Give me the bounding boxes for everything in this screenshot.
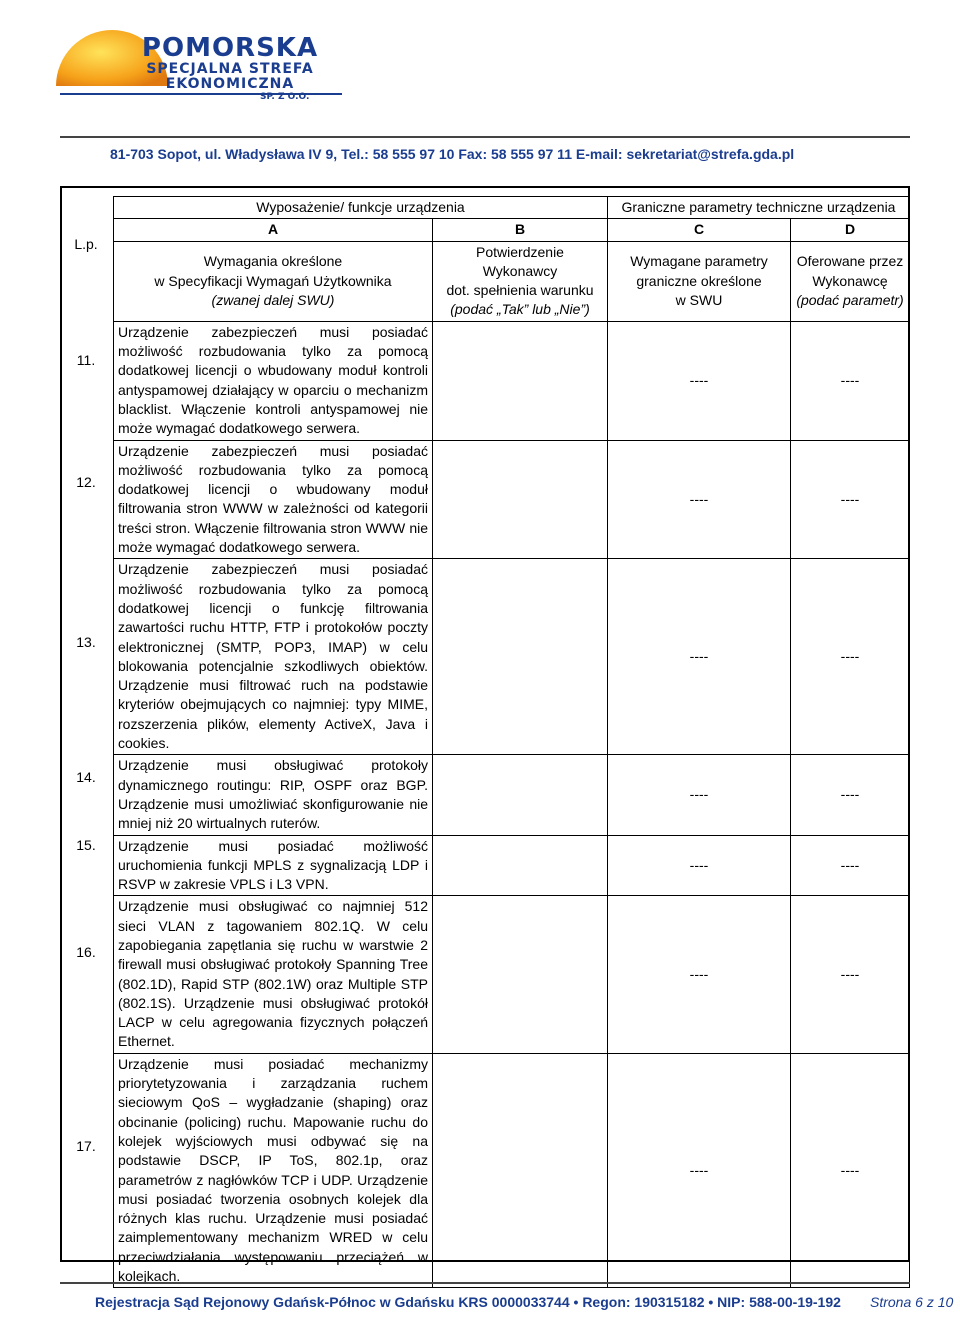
requirement-text: Urządzenie musi posiadać mechanizmy priorytetyzowania i zarządzania ruchem sieciowym QoS – wygładzanie (shaping) oraz obcinanie (policing) ruchu. Mapowanie ruchu do kolejek wyjściowych musi odbywać się na podstawie DSCP, IP ToS, 802.1p, oraz parametrów z nagłówków TCP i UDP. Urządzenie musi posiadać tworzenia osobnych kolejek dla różnych klas ruchu. Urządzenie musi posiadać zaimplementowany mechanizm WRED w celu przeciwdziałania występowaniu przeciążeń w kolejkach. — [114, 1053, 433, 1288]
page-number: Strona 6 z 10 — [870, 1294, 954, 1310]
col-c-line1: Wymagane parametry — [630, 253, 768, 270]
col-a-header — [114, 241, 433, 321]
offered-param-cell: ---- — [791, 559, 910, 755]
column-header-row — [114, 241, 910, 321]
lp-row-14: 14. — [76, 769, 96, 785]
lp-row-11: 11. — [76, 352, 96, 368]
col-d-line3: (podać parametr) — [796, 291, 904, 308]
logo-subtitle-1: SPECJALNA STREFA — [146, 61, 314, 77]
offered-param-cell: ---- — [791, 755, 910, 835]
col-letter-a: A — [114, 219, 433, 241]
letter-row — [114, 219, 910, 241]
logo-company-form: SP. Z O.O. — [260, 92, 310, 102]
table-row — [114, 559, 910, 755]
col-a-line2: w Specyfikacji Wymagań Użytkownika — [154, 272, 392, 289]
col-b-line3: (podać „Tak” lub „Nie”) — [450, 301, 590, 318]
confirmation-cell[interactable] — [433, 1053, 608, 1288]
requirement-text: Urządzenie zabezpieczeń musi posiadać możliwość rozbudowania tylko za pomocą dodatkowej licencji o funkcję filtrowania zawartości ruchu HTTP, FTP i protokołów poczty elektronicznej (SMTP, POP3, IMAP) w celu blokowania potencjalnie szkodliwych obiektów. Urządzenie musi filtrować ruch na podstawie kryteriów obejmujących co najmniej: typy MIME, rozszerzenia plików, elementy ActiveX, Java i cookies. — [114, 559, 433, 755]
lp-row-17: 17. — [76, 1138, 96, 1154]
requirement-text: Urządzenie zabezpieczeń musi posiadać możliwość rozbudowania tylko za pomocą dodatkowej licencji o wbudowany moduł kontroli antyspamowej działający w oparciu o mechanizm blacklist. Włączenie kontroli antyspamowej nie może wymagać dodatkowego serwera. — [114, 321, 433, 440]
logo-subtitle-2: EKONOMICZNA — [165, 76, 295, 92]
footer-divider — [60, 1282, 910, 1284]
requirement-text: Urządzenie musi posiadać możliwość uruchomienia funkcji MPLS z sygnalizacją LDP i RSVP w zakresie VPLS i L3 VPN. — [114, 835, 433, 896]
contact-line: 81-703 Sopot, ul. Władysława IV 9, Tel.: 58 555 97 10 Fax: 58 555 97 11 E-mail: sekretariat@strefa.gda.pl — [110, 146, 795, 162]
required-param-cell: ---- — [608, 321, 791, 440]
company-logo — [52, 6, 352, 100]
offered-param-cell: ---- — [791, 440, 910, 559]
header-divider — [60, 136, 910, 138]
col-c-line3: w SWU — [675, 291, 723, 308]
confirmation-cell[interactable] — [433, 835, 608, 896]
requirement-text: Urządzenie musi obsługiwać protokoły dynamicznego routingu: RIP, OSPF oraz BGP. Urządzenie musi umożliwiać skonfigurowanie nie mniej niż 20 wirtualnych ruterów. — [114, 755, 433, 835]
required-param-cell: ---- — [608, 835, 791, 896]
offered-param-cell: ---- — [791, 1053, 910, 1288]
requirement-text: Urządzenie musi obsługiwać co najmniej 512 sieci VLAN z tagowaniem 802.1Q. W celu zapobiegania zapętlania się ruchu w warstwie 2 firewall musi obsługiwać protokoły Spanning Tree (802.1D), Rapid STP (802.1W) oraz Multiple STP (802.1S). Urządzenie musi obsługiwać protokół LACP w celu agregowania fizycznych połączeń Ethernet. — [114, 896, 433, 1053]
table-row — [114, 321, 910, 440]
col-c-line2: graniczne określone — [636, 272, 762, 289]
group-left-header: Wyposażenie/ funkcje urządzenia — [114, 197, 608, 219]
offered-param-cell: ---- — [791, 896, 910, 1053]
group-right-header: Graniczne parametry techniczne urządzenia — [608, 197, 910, 219]
footer-registry: Rejestracja Sąd Rejonowy Gdańsk-Północ w Gdańsku KRS 0000033744 • Regon: 190315182 • NIP: 588-00-19-192 — [95, 1294, 841, 1310]
col-letter-d: D — [791, 219, 910, 241]
required-param-cell: ---- — [608, 755, 791, 835]
col-letter-c: C — [608, 219, 791, 241]
required-param-cell: ---- — [608, 440, 791, 559]
col-d-line2: Wykonawcę — [812, 272, 888, 289]
confirmation-cell[interactable] — [433, 559, 608, 755]
confirmation-cell[interactable] — [433, 755, 608, 835]
requirement-text: Urządzenie zabezpieczeń musi posiadać możliwość rozbudowania tylko za pomocą dodatkowej licencji o wbudowany moduł filtrowania stron WWW w zależności od kategorii treści stron. Włączenie filtrowania stron WWW nie może wymagać dodatkowego serwera. — [114, 440, 433, 559]
table-row — [114, 755, 910, 835]
col-c-header — [608, 241, 791, 321]
lp-row-13: 13. — [76, 634, 96, 650]
col-d-line1: Oferowane przez — [796, 253, 904, 270]
col-a-line1: Wymagania określone — [203, 253, 343, 270]
col-b-line1: Potwierdzenie Wykonawcy — [476, 243, 564, 279]
table-row — [114, 1053, 910, 1288]
col-b-header — [433, 241, 608, 321]
required-param-cell: ---- — [608, 559, 791, 755]
col-b-line2: dot. spełnienia warunku — [446, 282, 594, 299]
required-param-cell: ---- — [608, 896, 791, 1053]
confirmation-cell[interactable] — [433, 896, 608, 1053]
requirements-table — [113, 196, 910, 1288]
group-header-row — [114, 197, 910, 219]
col-a-line3: (zwanej dalej SWU) — [211, 291, 335, 308]
confirmation-cell[interactable] — [433, 321, 608, 440]
required-param-cell: ---- — [608, 1053, 791, 1288]
table-row — [114, 835, 910, 896]
table-row — [114, 896, 910, 1053]
confirmation-cell[interactable] — [433, 440, 608, 559]
col-letter-b: B — [433, 219, 608, 241]
offered-param-cell: ---- — [791, 835, 910, 896]
logo-title: POMORSKA — [141, 33, 319, 63]
table-row — [114, 440, 910, 559]
offered-param-cell: ---- — [791, 321, 910, 440]
lp-header: L.p. — [74, 236, 98, 252]
lp-row-12: 12. — [76, 474, 96, 490]
lp-row-16: 16. — [76, 944, 96, 960]
col-d-header — [791, 241, 910, 321]
lp-row-15: 15. — [76, 837, 96, 853]
